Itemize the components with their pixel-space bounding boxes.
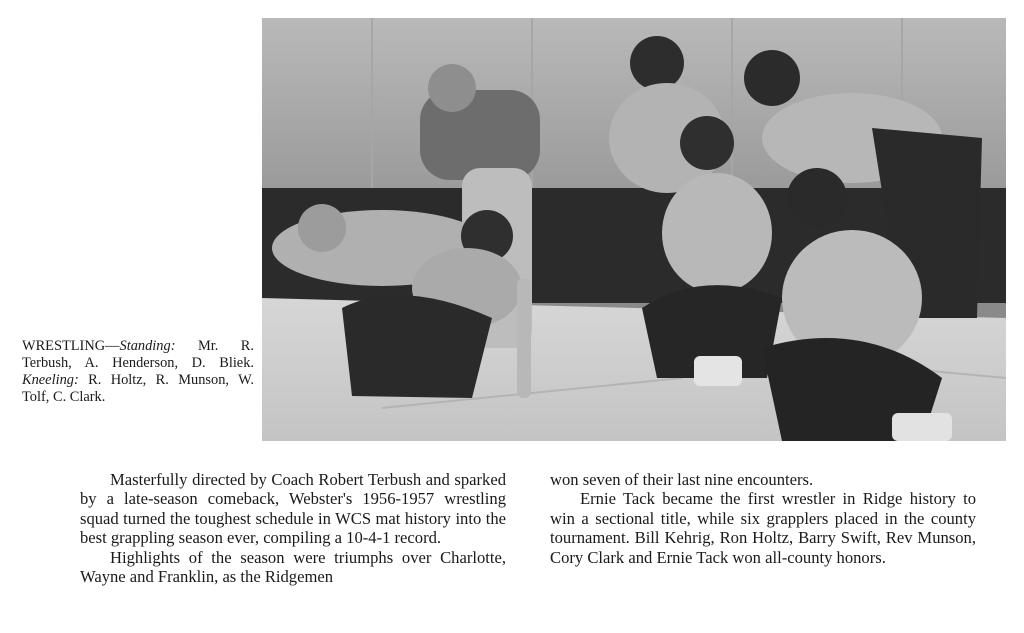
caption-standing-names: Mr. R. Terbush, A. Henderson, D. Bliek. bbox=[22, 338, 254, 371]
article-column-right bbox=[550, 470, 976, 567]
caption-kneeling-names: R. Holtz, R. Munson, W. Tolf, C. Clark. bbox=[22, 372, 254, 405]
article-paragraph: Masterfully directed by Coach Robert Terbush and sparked by a late-season comeback, Webster's 1956-1957 wrestling squad turned the toughest schedule in WCS mat history into the best grappling season ever, compiling a 10-4-1 record. bbox=[80, 470, 506, 548]
article-paragraph: Highlights of the season were triumphs over Charlotte, Wayne and Franklin, as the Ridgemen bbox=[80, 547, 506, 587]
article-column-left bbox=[80, 470, 506, 586]
photo-caption bbox=[22, 338, 254, 406]
article-paragraph: won seven of their last nine encounters. bbox=[550, 470, 814, 489]
team-photo bbox=[262, 18, 1006, 441]
caption-kneeling-label: Kneeling: bbox=[22, 372, 79, 388]
caption-standing-label: Standing: bbox=[119, 338, 176, 354]
article-paragraph: Ernie Tack became the first wrestler in Ridge history to win a sectional title, while six grapplers placed in the county tournament. Bill Kehrig, Ron Holtz, Barry Swift, Rev Munson, Cory Clark and Ernie Tack won all-county honors. bbox=[550, 489, 976, 567]
caption-lead: WRESTLING— bbox=[22, 338, 120, 354]
team-photo-image bbox=[262, 18, 1006, 441]
